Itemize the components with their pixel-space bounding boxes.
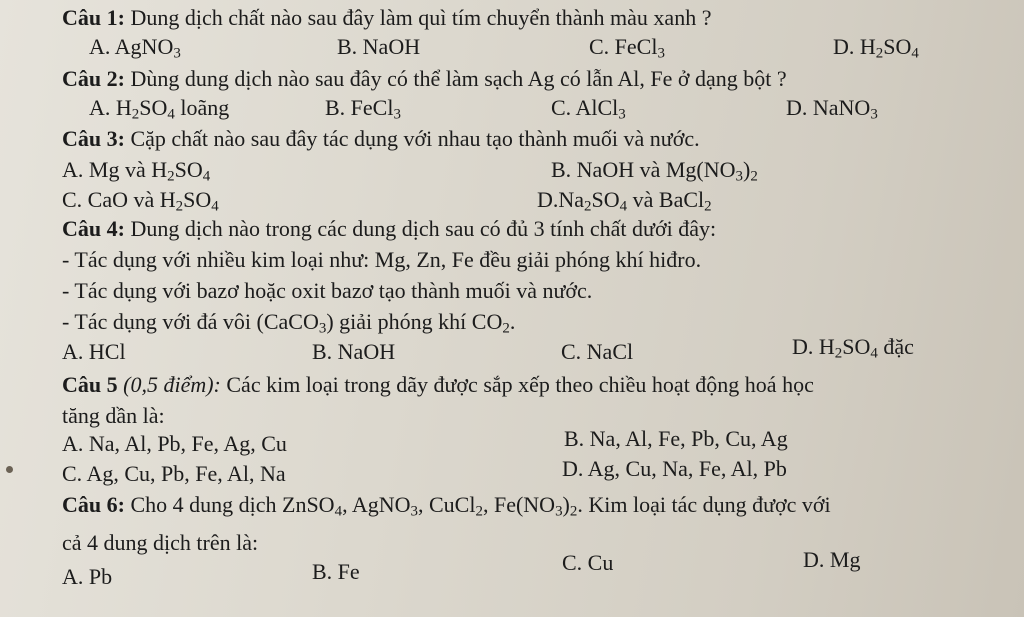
q3-d-text3: và BaCl — [627, 187, 705, 212]
q3-d-sub1: 2 — [584, 198, 592, 215]
q5-stem — [62, 374, 814, 396]
q2-b-sub: 3 — [393, 106, 401, 123]
q1-d-text: D. H — [833, 34, 876, 59]
q2-a-text3: loãng — [174, 95, 230, 120]
q2-b-text: B. FeCl — [325, 95, 394, 120]
q3-c-sub2: 4 — [211, 198, 219, 215]
q1-a-text: A. AgNO — [89, 34, 174, 59]
q4-d-sub1: 2 — [834, 345, 843, 362]
q1-label: Câu 1: — [62, 5, 125, 30]
q4-d-sub2: 4 — [870, 345, 878, 362]
q1-stem — [62, 7, 711, 29]
q6-option-c: C. Cu — [562, 550, 614, 575]
q3-a-text: A. Mg và H — [62, 157, 168, 182]
q6-option-a: A. Pb — [62, 564, 113, 589]
q3-option-c — [62, 187, 219, 215]
q4-d-text3: đặc — [877, 334, 914, 359]
q4-p3-text2: ) giải phóng khí CO — [326, 309, 503, 334]
q6-text-part1: Cho 4 dung dịch ZnSO — [130, 492, 335, 517]
q1-option-b — [337, 36, 420, 58]
q2-d-sub: 3 — [870, 106, 878, 123]
q1-c-sub: 3 — [657, 45, 665, 62]
q5-option-c: C. Ag, Cu, Pb, Fe, Al, Na — [62, 461, 286, 486]
q3-b-sub1: 3 — [735, 168, 744, 185]
q4-property-3 — [62, 309, 516, 337]
q6-text-part3: , CuCl — [418, 492, 476, 517]
q3-d-sub2: 4 — [619, 198, 628, 215]
q4-option-c: C. NaCl — [561, 339, 634, 364]
q6-sub4: 3 — [555, 503, 563, 520]
q4-label: Câu 4: — [62, 216, 125, 241]
q2-a-sub1: 2 — [131, 106, 140, 123]
q3-c-sub1: 2 — [175, 198, 184, 215]
q1-option-c — [589, 34, 665, 62]
q3-stem — [62, 128, 700, 150]
q1-a-sub: 3 — [173, 45, 181, 62]
q2-option-b — [325, 95, 401, 123]
q5-label: Câu 5 — [62, 372, 118, 397]
q2-option-a — [89, 95, 230, 123]
q4-option-d — [792, 334, 914, 362]
q2-a-sub2: 4 — [167, 106, 175, 123]
q4-property-1: - Tác dụng với nhiều kim loại như: Mg, Zn, Fe đều giải phóng khí hiđro. — [62, 247, 702, 272]
q6-text-part4: , Fe(NO — [482, 492, 556, 517]
q2-c-text: C. AlCl — [551, 95, 619, 120]
q6-option-b: B. Fe — [312, 559, 360, 584]
q5-points: (0,5 điểm): — [123, 372, 221, 397]
q1-b-text: B. NaOH — [337, 34, 421, 59]
q1-option-a — [89, 34, 181, 62]
q3-c-text: C. CaO và H — [62, 187, 176, 212]
q2-label: Câu 2: — [62, 66, 125, 91]
q3-d-text2: SO — [591, 187, 620, 212]
q4-d-text: D. H — [792, 334, 835, 359]
q2-option-d — [786, 95, 878, 123]
q5-option-d: D. Ag, Cu, Na, Fe, Al, Pb — [562, 456, 787, 481]
q6-label: Câu 6: — [62, 492, 125, 517]
q4-option-b: B. NaOH — [312, 339, 396, 364]
q3-option-a — [62, 157, 211, 185]
q3-c-text2: SO — [183, 187, 212, 212]
q2-stem — [62, 68, 787, 90]
q2-a-text2: SO — [139, 95, 168, 120]
q6-text-part6: . Kim loại tác dụng được với — [577, 492, 831, 517]
q3-d-text: D.Na — [537, 187, 585, 212]
q6-text-part5: ) — [562, 492, 570, 517]
q4-property-2: - Tác dụng với bazơ hoặc oxit bazơ tạo thành muối và nước. — [62, 278, 593, 303]
q6-sub1: 4 — [334, 503, 343, 520]
q4-p3-text: - Tác dụng với đá vôi (CaCO — [62, 309, 319, 334]
q3-a-sub2: 4 — [202, 168, 211, 185]
q6-sub5: 2 — [569, 503, 578, 520]
q4-text: Dung dịch nào trong các dung dịch sau có đủ 3 tính chất dưới đây: — [130, 216, 717, 241]
q1-d-text2: SO — [883, 34, 912, 59]
q6-sub2: 3 — [410, 503, 418, 520]
q4-option-a: A. HCl — [62, 339, 126, 364]
margin-mark — [6, 466, 13, 473]
q3-option-b — [551, 157, 758, 185]
q1-d-sub2: 4 — [911, 45, 919, 62]
q3-b-text: B. NaOH và Mg(NO — [551, 157, 736, 182]
q6-text-part2: , AgNO — [342, 492, 411, 517]
q3-b-text2: ) — [743, 157, 751, 182]
q5-option-b: B. Na, Al, Fe, Pb, Cu, Ag — [564, 426, 788, 451]
q2-option-c — [551, 95, 626, 123]
q2-a-text: A. H — [89, 95, 132, 120]
q5-text-continued: tăng dần là: — [62, 403, 165, 428]
q2-d-text: D. NaNO — [786, 95, 871, 120]
q3-a-sub1: 2 — [167, 168, 175, 185]
q1-c-text: C. FeCl — [589, 34, 658, 59]
q5-text: Các kim loại trong dãy được sắp xếp theo chiều hoạt động hoá học — [226, 372, 814, 397]
q3-option-d — [537, 187, 712, 215]
q6-text-continued: cả 4 dung dịch trên là: — [62, 530, 259, 555]
q4-d-text2: SO — [842, 334, 871, 359]
q1-text: Dung dịch chất nào sau đây làm quì tím chuyển thành màu xanh ? — [130, 5, 712, 30]
q6-option-d: D. Mg — [803, 547, 861, 572]
q1-d-sub1: 2 — [875, 45, 884, 62]
q3-b-sub2: 2 — [750, 168, 758, 185]
q4-p3-sub1: 3 — [318, 320, 327, 337]
q2-text: Dùng dung dịch nào sau đây có thể làm sạch Ag có lẫn Al, Fe ở dạng bột ? — [130, 66, 787, 91]
q4-p3-sub2: 2 — [502, 320, 510, 337]
q4-p3-text3: . — [509, 309, 516, 334]
q4-stem — [62, 218, 716, 240]
q3-text: Cặp chất nào sau đây tác dụng với nhau tạo thành muối và nước. — [130, 126, 700, 151]
q2-c-sub: 3 — [618, 106, 626, 123]
q6-text — [130, 492, 831, 520]
q6-stem — [62, 492, 831, 520]
q3-a-text2: SO — [174, 157, 203, 182]
q3-label: Câu 3: — [62, 126, 125, 151]
q3-d-sub3: 2 — [704, 198, 712, 215]
q1-option-d — [833, 34, 919, 62]
q5-option-a: A. Na, Al, Pb, Fe, Ag, Cu — [62, 431, 287, 456]
q6-sub3: 2 — [475, 503, 483, 520]
